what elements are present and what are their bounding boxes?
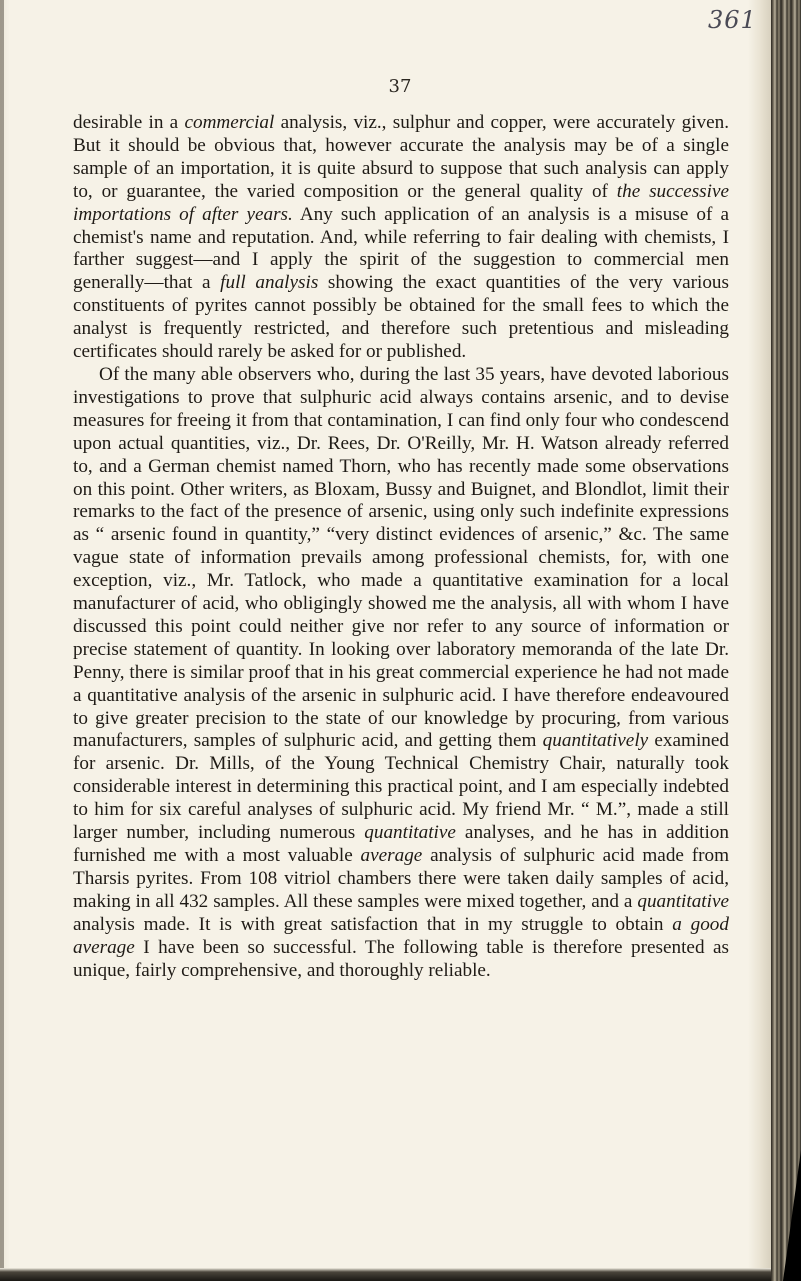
paragraph — [73, 364, 729, 982]
italic-run: average — [360, 845, 423, 866]
text-run: examined for arsenic. Dr. Mills, of the Young Technical Chemistry Chair, naturally took considerable interest in determining this practical point, and I am especially indebted to him for six careful analyses of sulphuric acid. My friend Mr. “ M.”, made a still larger number, including numerous — [73, 730, 729, 844]
italic-run: commercial — [184, 112, 275, 133]
italic-run: the successive importations of after years. — [73, 180, 729, 225]
book-binding-edge — [771, 0, 801, 1281]
italic-run: quantitatively — [542, 730, 649, 752]
text-run: analyses, and he has in addition furnished me with a most valuable — [73, 822, 729, 866]
paragraph — [73, 112, 729, 364]
italic-run: quantitative — [364, 822, 456, 844]
text-run: Of the many able observers who, during the last 35 years, have devoted laborious investigations to prove that sulphuric acid always contains arsenic, and to devise measures for freeing it from that contamination, I can find only four who condescend upon actual quantities, viz., Dr. Rees, Dr. O'Reilly, Mr. H. Watson already referred to, and a German chemist named Thorn, who has recently made some observations on this point. Other writers, as Bloxam, Bussy and Buignet, and Blondlot, limit their remarks to the fact of the presence of arsenic, using only such indefinite expressions as “ arsenic found in quantity,” “very distinct evidences of arsenic,” &c. The same vague state of information prevails among professional chemists, for, with one exception, viz., Mr. Tatlock, who made a quantitative examination for a local manufacturer of acid, who obligingly showed me the analysis, all with whom I have discussed this point could neither give nor refer to any source of information or precise statement of quantity. In looking over laboratory memoranda of the late Dr. Penny, there is similar proof that in his great commercial experience he had not made a quantitative analysis of the arsenic in sulphuric acid. I have therefore endeavoured to give greater precision to the state of our knowledge by procuring, from various manufacturers, samples of sulphuric acid, and getting them — [73, 363, 729, 752]
text-run: analysis, viz., sulphur and copper, were accurately given. But it should be obvious that, however accurate the analysis may be of a single sample of an importation, it is quite absurd to suppose that such analysis can apply to, or guarantee, the varied composition or the general quality of — [73, 112, 729, 202]
page-number: 37 — [388, 76, 412, 97]
text-run: analysis made. It is with great satisfaction that in my struggle to obtain — [73, 913, 673, 935]
page-bottom-edge — [0, 1268, 771, 1281]
text-run: Any such application of an analysis is a misuse of a chemist's name and reputation. And, while referring to fair dealing with chemists, I farther suggest—and I apply the spirit of the suggestion to commercial men generally—that a — [73, 203, 729, 294]
italic-run: quantitative — [637, 890, 729, 912]
text-run: desirable in a — [73, 112, 185, 133]
archive-mark: 361 — [708, 6, 757, 34]
body-text — [73, 112, 729, 982]
page-left-edge — [0, 0, 4, 1281]
text-run: I have been so successful. The following table is therefore presented as unique, fairly comprehensive, and thoroughly reliable. — [73, 936, 729, 981]
italic-run: full analysis — [220, 272, 319, 294]
text-run: analysis of sulphuric acid made from Tharsis pyrites. From 108 vitriol chambers there were taken daily samples of acid, making in all 432 samples. All these samples were mixed together, and a — [73, 845, 729, 912]
italic-run: a good average — [73, 913, 729, 958]
text-run: showing the exact quantities of the very various constituents of pyrites cannot possibly be obtained for the small fees to which the analyst is frequently restricted, and therefore such pretentious and misleading certificates should rarely be asked for or published. — [73, 272, 729, 363]
